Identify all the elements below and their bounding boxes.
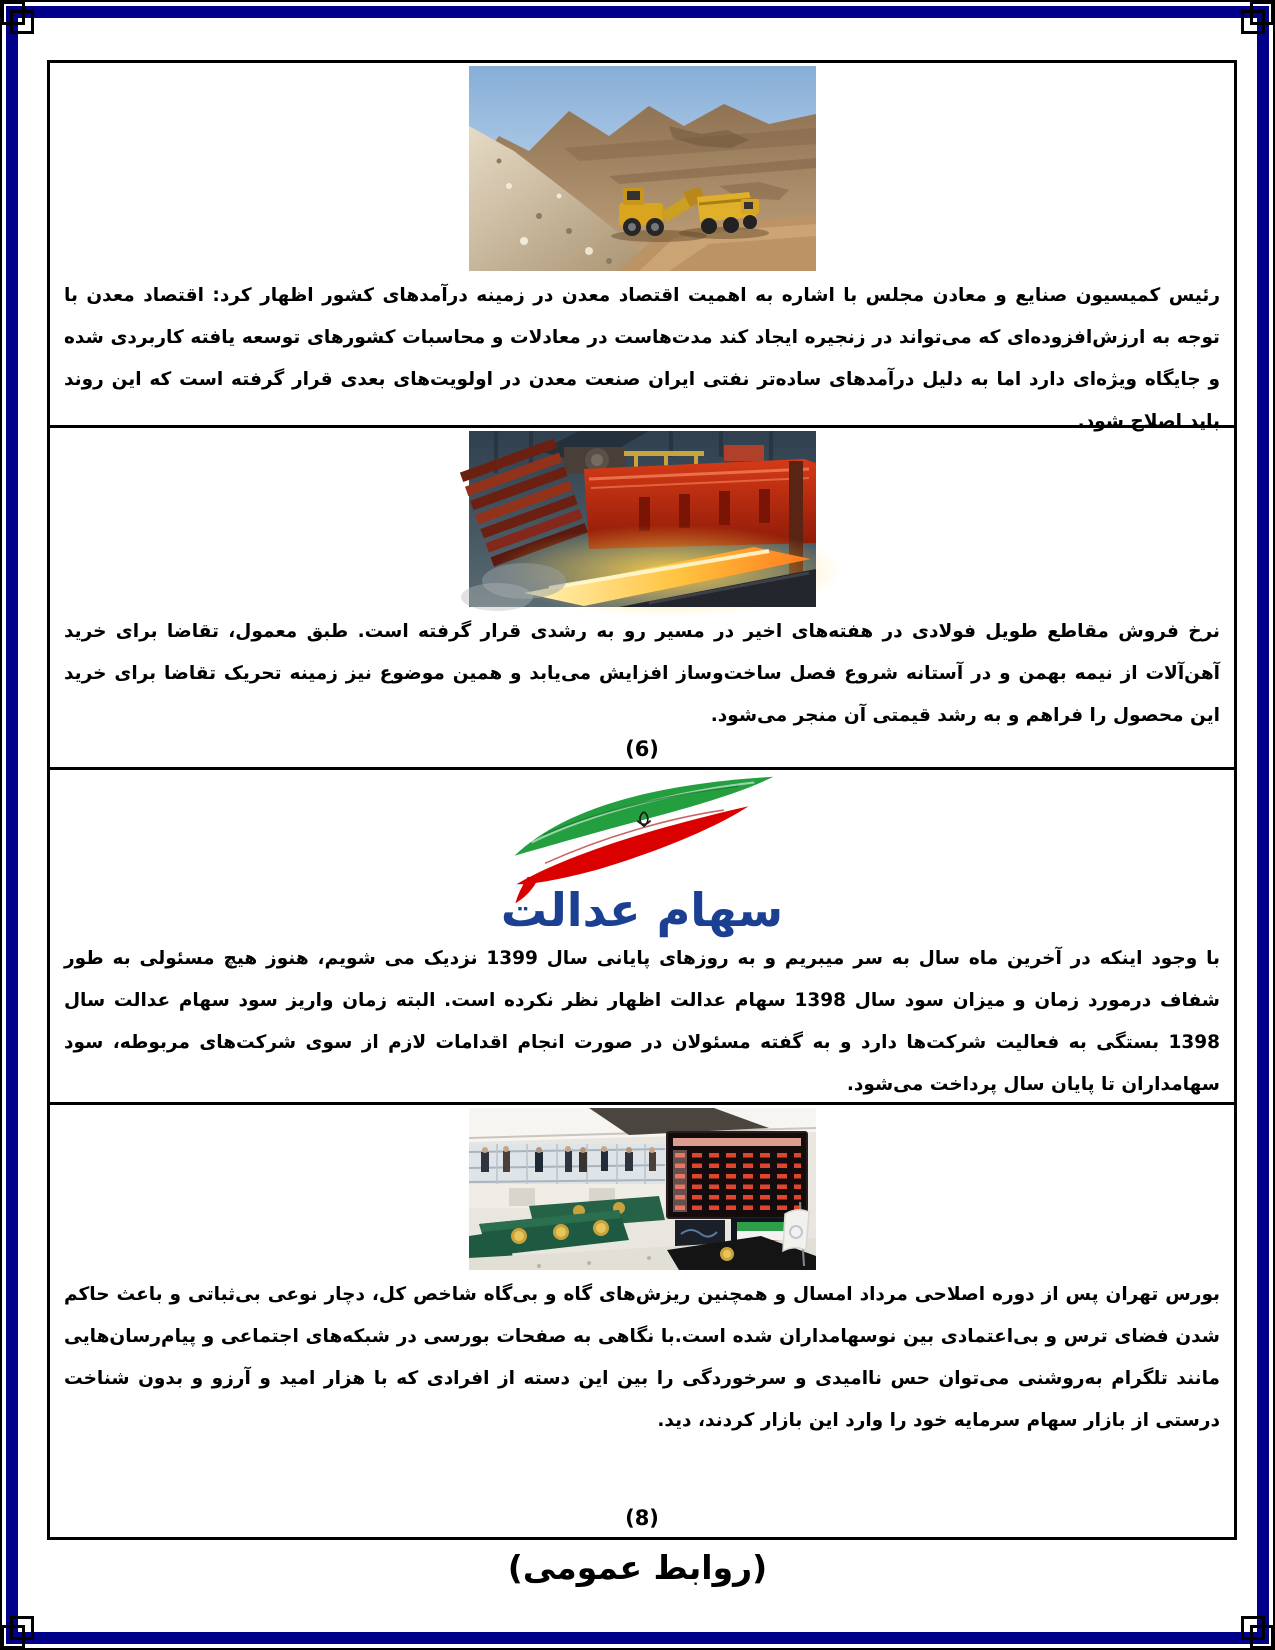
- section-text: بورس تهران پس از دوره اصلاحی مرداد امسال و همچنین ریزش‌های گاه و بی‌گاه شاخص کل، دچار نوعی بی‌ثباتی و باعث حاکم شدن فضای ترس و بی‌اعتمادی بین نوسهامداران شده است.با نگاهی به صفحات بورسی در شبکه‌های اجتماعی و پیام‌رسان‌هایی مانند تلگرام به‌روشنی می‌توان حس ناامیدی و سرخوردگی را بین این دسته از افرادی که با هزار امید و آرزو و بدون شناخت درستی از بازار سهام سرمایه خود را وارد این بازار کردند، دید.: [64, 1284, 1220, 1431]
- mine-photo: [469, 66, 816, 271]
- stock-exchange-photo: [469, 1108, 816, 1270]
- corner-ornament: [1241, 10, 1265, 34]
- corner-ornament: [10, 1616, 34, 1640]
- news-section-6: [50, 428, 1234, 770]
- section-text: با وجود اینکه در آخرین ماه سال به سر میبریم و به روزهای پایانی سال 1399 نزدیک می شویم، هنوز هیچ مسئولی به طور شفاف درمورد زمان و میزان سود سال 1398 سهام عدالت اظهار نظر نکرده است. البته زمان واریز سود سهام عدالت سال 1398 بستگی به فعالیت شرکت‌ها دارد و به گفته مسئولان در صورت انجام اقدامات لازم از سوی شرکت‌های مربوطه، سود سهامداران تا پایان سال پرداخت می‌شود.: [64, 948, 1220, 1096]
- steel-mill-photo: [469, 431, 816, 607]
- saham-edalat-logo: [492, 772, 792, 937]
- footer-credit: (روابط عمومی): [507, 1548, 768, 1587]
- section-number: (8): [625, 1506, 659, 1530]
- corner-ornament: [1241, 1616, 1265, 1640]
- section-number: (6): [625, 737, 659, 761]
- section-text: رئیس کمیسیون صنایع و معادن مجلس با اشاره به اهمیت اقتصاد معدن در زمینه درآمدهای کشور اظهار کرد: اقتصاد معدن با توجه به ارزش‌افزوده‌ای که می‌تواند در زنجیره ایجاد کند مدت‌هاست در معادلات و محاسبات کشورهای توسعه یافته کاربردی شده و جایگاه ویژه‌ای دارد اما به دلیل درآمدهای ساده‌تر نفتی ایران صنعت معدن در اولویت‌های بعدی قرار گرفته است که این روند باید اصلاح شود.: [64, 285, 1220, 432]
- news-section-7: [50, 770, 1234, 1105]
- iran-flag-swoosh-icon: [492, 772, 792, 890]
- news-section-8: [50, 1105, 1234, 1537]
- saham-edalat-wordmark: سهام عدالت: [500, 883, 784, 937]
- news-section-5: [50, 63, 1234, 432]
- section-text: نرخ فروش مقاطع طویل فولادی در هفته‌های اخیر در مسیر رو به رشدی قرار گرفته است. طبق معمول، تقاضا برای خرید آهن‌آلات از نیمه بهمن و در آستانه شروع فصل ساخت‌وساز افزایش می‌یابد و همین موضوع نیز زمینه تحریک تقاضا برای خرید این محصول را فراهم و به رشد قیمتی آن منجر می‌شود.: [64, 621, 1220, 726]
- content-box: [47, 60, 1237, 1540]
- corner-ornament: [10, 10, 34, 34]
